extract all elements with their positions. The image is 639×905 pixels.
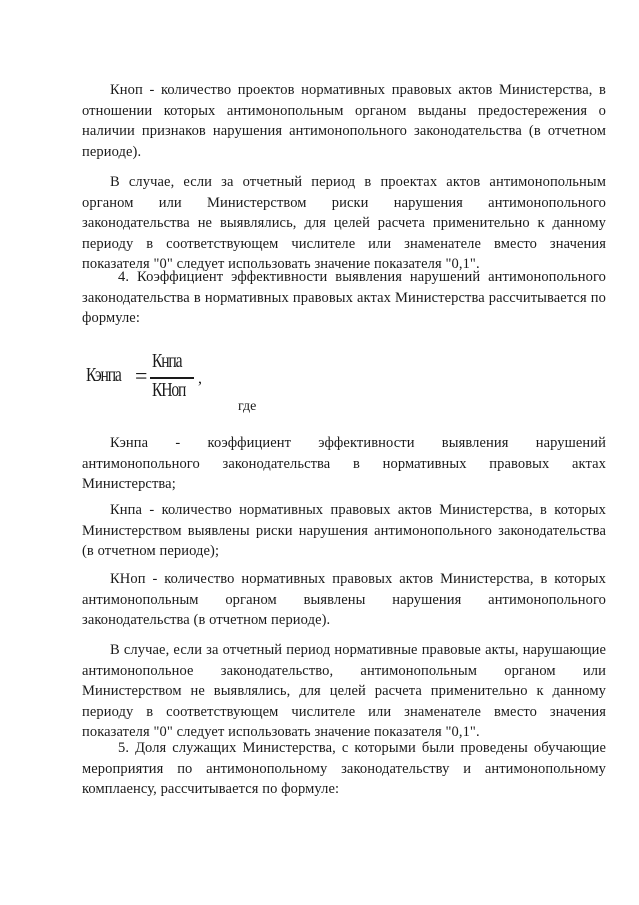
paragraph-zero-value-rule-acts: В случае, если за отчетный период нормативные правовые акты, нарушающие антимонопольное законодательство, антимонопольным органом или Министерством не выявлялись, для целей расчета применительно к данному периоду в соответствующем числителе или знаменателе вместо значения показателя "0" следует использовать значение показателя "0,1". <box>82 642 606 740</box>
paragraph-knop-definition: Кноп - количество проектов нормативных правовых актов Министерства, в отношении которых антимонопольным органом выданы предостережения о наличии признаков нарушения антимонопольного законодательства (в отчетном периоде). <box>82 82 606 160</box>
paragraph-knpa-definition: Кнпа - количество нормативных правовых актов Министерства, в которых Министерством выявлены риски нарушения антимонопольного законодательства (в отчетном периоде); <box>82 502 606 559</box>
paragraph-item-5-share: 5. Доля служащих Министерства, с которыми были проведены обучающие мероприятия по антимонопольному законодательству и антимонопольному комплаенсу, рассчитывается по формуле: <box>82 740 606 797</box>
formula-where-label: где <box>238 399 257 414</box>
paragraph-item-4-coefficient: 4. Коэффициент эффективности выявления нарушений антимонопольного законодательства в нормативных правовых актах Министерства рассчитывается по формуле: <box>82 269 606 326</box>
paragraph-knop-acts-definition: КНоп - количество нормативных правовых актов Министерства, в которых антимонопольным органом выявлены нарушения антимонопольного законодательства (в отчетном периоде). <box>82 571 606 628</box>
formula-kenpa <box>86 350 286 420</box>
paragraph-zero-value-rule-drafts: В случае, если за отчетный период в проектах актов антимонопольным органом или Министерством риски нарушения антимонопольного законодательства не выявлялись, для целей расчета применительно к данному периоду в соответствующем числителе или знаменателе вместо значения показателя "0" следует использовать значение показателя "0,1". <box>82 174 606 272</box>
formula-denominator: КНоп <box>152 379 186 401</box>
formula-lhs: Кэнпа <box>86 364 121 386</box>
formula-equals: = <box>135 363 148 388</box>
formula-numerator: Кнпа <box>152 350 182 372</box>
formula-comma: , <box>198 370 202 387</box>
paragraph-kenpa-definition: Кэнпа - коэффициент эффективности выявления нарушений антимонопольного законодательства в нормативных правовых актах Министерства; <box>82 435 606 492</box>
